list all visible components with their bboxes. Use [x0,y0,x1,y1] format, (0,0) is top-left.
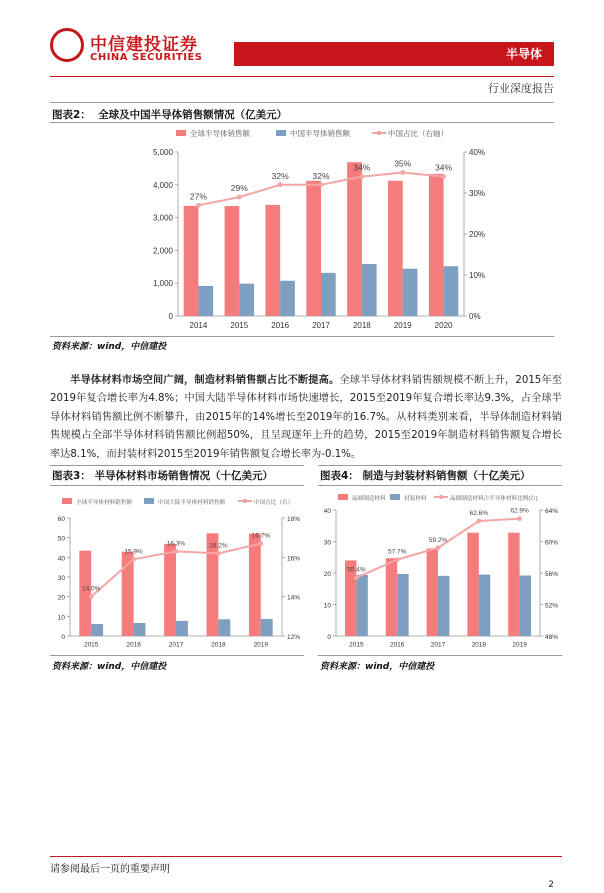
y-right-tick-label: 52% [545,602,559,610]
y-right-tick-label: 48% [545,634,559,641]
x-tick-label: 2015 [83,641,99,649]
x-tick-label: 2014 [189,321,208,330]
bar [306,181,321,316]
x-tick-label: 2017 [168,641,184,649]
line-point [131,557,136,562]
bar [265,205,280,316]
x-tick-label: 2019 [512,641,527,649]
line-point [196,203,201,208]
line-point [395,557,400,562]
data-label: 32% [271,170,289,181]
y-left-tick-label: 30 [323,539,331,547]
bar [239,284,254,316]
bar [321,273,336,316]
legend-swatch [390,494,400,500]
fig2-title [52,107,287,122]
fig3-bottom-rule [50,655,304,656]
x-tick-label: 2016 [389,641,405,649]
legend-entry: 晶圆制造材料 [352,496,386,502]
y-left-tick-label: 0 [168,312,173,321]
bar [444,266,459,316]
y-left-tick-label: 2,000 [152,246,173,256]
body-paragraph [50,372,562,464]
logo-chinese-name: 中信建投证券 [90,35,198,55]
legend-swatch [62,498,72,504]
bar [91,624,103,636]
bar [467,533,478,636]
fig3-label: 图表3： [52,470,91,482]
bar [397,574,408,636]
data-label: 16.2% [209,542,228,550]
y-left-tick-label: 30 [57,575,65,582]
y-right-tick-label: 30% [469,189,486,198]
data-label: 14.0% [81,585,101,593]
fig4-title-rule [318,485,562,486]
fig4-source: 资料来源：wind，中信建投 [320,662,435,672]
data-label: 62.9% [510,507,529,515]
y-left-tick-label: 10 [323,602,331,610]
fig2-title-text: 全球及中国半导体销售额情况（亿美元） [98,109,288,121]
y-right-tick-label: 56% [545,571,559,578]
bar [362,264,377,316]
header-rule [50,76,554,77]
line-point [441,174,446,179]
bar [225,206,240,316]
y-left-tick-label: 40 [323,508,331,515]
paragraph-lead: 半导体材料市场空间广阔，制造材料销售额占比不断提高。 [70,375,340,386]
y-left-tick-label: 4,000 [152,180,173,190]
bar [356,575,367,636]
bar [427,548,438,636]
x-tick-label: 2018 [471,641,487,649]
bar [198,286,213,316]
legend-swatch [243,499,247,503]
logo-english-name: CHINA SECURITIES [90,52,203,63]
y-left-tick-label: 20 [323,571,331,578]
legend-entry: 晶圆制造材料占半导体材料比例(右) [450,496,538,502]
x-tick-label: 2019 [253,641,269,649]
fig3-title-rule [50,485,304,486]
data-label: 57.7% [387,548,407,556]
fig2-label: 图表2： [52,109,91,121]
data-label: 34% [353,162,371,173]
legend-swatch [377,131,381,135]
x-tick-label: 2016 [271,321,290,330]
bar [261,619,273,636]
legend-entry: 中国占比（右） [254,500,294,506]
y-left-tick-label: 0 [327,634,331,641]
line-point [400,170,405,175]
bar [218,619,230,636]
x-tick-label: 2015 [349,641,364,649]
bar [79,551,91,636]
fig3-chart [50,490,308,652]
y-left-tick-label: 0 [61,634,65,641]
fig4-title-text: 制造与封装材料销售额（十亿美元） [362,470,531,482]
y-right-tick-label: 40% [469,148,486,157]
y-right-tick-label: 60% [545,539,559,547]
x-tick-label: 2018 [352,321,371,330]
data-label: 16.3% [166,540,186,548]
legend-swatch [276,130,286,136]
fig2-bottom-rule [50,336,554,337]
legend-swatch [144,498,154,504]
data-label: 32% [312,170,330,181]
y-right-tick-label: 10% [469,271,486,280]
line-point [319,182,324,187]
line-point [476,519,481,524]
x-tick-label: 2017 [312,321,330,330]
bar [386,558,397,636]
legend-entry: 中国半导体销售额 [290,129,350,138]
logo-emblem-icon [50,28,84,62]
x-tick-label: 2015 [230,321,249,330]
bar [164,544,176,636]
x-tick-label: 2016 [126,641,141,649]
fig2-title-rule [50,122,554,123]
bar [403,269,418,316]
y-left-tick-label: 40 [57,555,65,563]
data-label: 55.4% [347,566,366,574]
line-point [216,551,221,556]
line-point [436,545,441,550]
bar [184,206,199,316]
bar [520,576,531,636]
fig2-chart [130,124,490,334]
bar [508,533,519,636]
y-left-tick-label: 20 [57,594,65,602]
bar [280,281,295,316]
bar [438,576,449,636]
data-label: 29% [230,183,248,194]
data-label: 62.6% [469,510,489,518]
data-label: 59.2% [428,536,448,544]
bar [249,534,261,636]
y-right-tick-label: 12% [287,634,301,641]
data-label: 34% [435,162,453,173]
data-label: 27% [189,191,207,202]
legend-swatch [176,130,186,136]
line-point [354,575,359,580]
fig4-label: 图表4： [320,470,359,482]
data-label: 16.7% [251,532,271,540]
y-right-tick-label: 20% [469,230,486,239]
line-point [237,195,242,200]
fig3-title [52,468,273,483]
bar [429,174,444,316]
line-point [174,549,179,554]
fig4-top-rule [318,465,562,466]
fig4-chart [318,490,566,652]
y-right-tick-label: 16% [287,555,301,563]
fig3-title-text: 半导体材料市场销售情况（十亿美元） [94,470,273,482]
bar [479,575,490,636]
company-logo [50,28,210,72]
report-type: 行业深度报告 [488,82,554,95]
fig3-source: 资料来源：wind，中信建投 [52,662,167,672]
fig2-source: 资料来源：wind，中信建投 [52,342,167,352]
line-point [517,516,522,521]
legend-entry: 中国大陆半导体材料销售额 [158,500,226,506]
footer-rule [50,856,562,857]
legend-swatch [439,495,443,499]
bar [134,623,146,636]
x-tick-label: 2019 [393,321,412,330]
x-tick-label: 2020 [434,321,453,330]
y-left-tick-label: 50 [57,535,65,543]
fig2-top-rule [50,102,554,103]
line-point [89,594,94,599]
y-left-tick-label: 5,000 [152,148,173,157]
paragraph-text: 全球半导体材料销售额规模不断上升，2015年至2019年复合增长率为4.8%；中国大陆半导体材料市场快速增长，2015至2019年复合增长率达9.3%，占全球半导体材料销售额比例不断攀升，由2015年的14%增长至2019年的16.7%。从材料类别来看，半导体制造材料销售规模占全部半导体材料销售额比例超50%，且呈现逐年上升的趋势，2015至2019年制造材料销售额复合增长率达8.1%，而封装材料2015至2019年销售额复合增长率为-0.1%。 [50,375,562,460]
legend-swatch [338,494,348,500]
x-tick-label: 2017 [430,641,446,649]
sector-banner [234,42,554,66]
x-tick-label: 2018 [211,641,226,649]
data-label: 35% [394,158,412,169]
legend-entry: 封装材料 [404,496,427,502]
bar [347,162,362,316]
page-number: 2 [548,880,554,890]
footer-disclaimer: 请参阅最后一页的重要声明 [50,864,170,875]
line-point [278,182,283,187]
legend-entry: 中国占比（右轴） [388,129,448,138]
y-left-tick-label: 10 [57,614,65,622]
fig4-title [320,468,530,483]
y-left-tick-label: 1,000 [152,279,173,289]
bar [176,621,188,636]
line-point [359,174,364,179]
data-label: 15.9% [124,548,143,556]
fig3-top-rule [50,465,304,466]
line-point [258,541,263,546]
fig4-bottom-rule [318,655,562,656]
legend-entry: 全球半导体销售额 [190,129,250,138]
y-right-tick-label: 64% [545,508,559,515]
sector-label: 半导体 [505,47,542,61]
y-right-tick-label: 14% [287,594,301,602]
y-right-tick-label: 18% [287,516,301,523]
y-left-tick-label: 60 [57,516,65,523]
bar [388,181,403,316]
y-left-tick-label: 3,000 [152,213,173,223]
legend-entry: 全球半导体材料销售额 [76,500,132,506]
y-right-tick-label: 0% [469,312,481,321]
